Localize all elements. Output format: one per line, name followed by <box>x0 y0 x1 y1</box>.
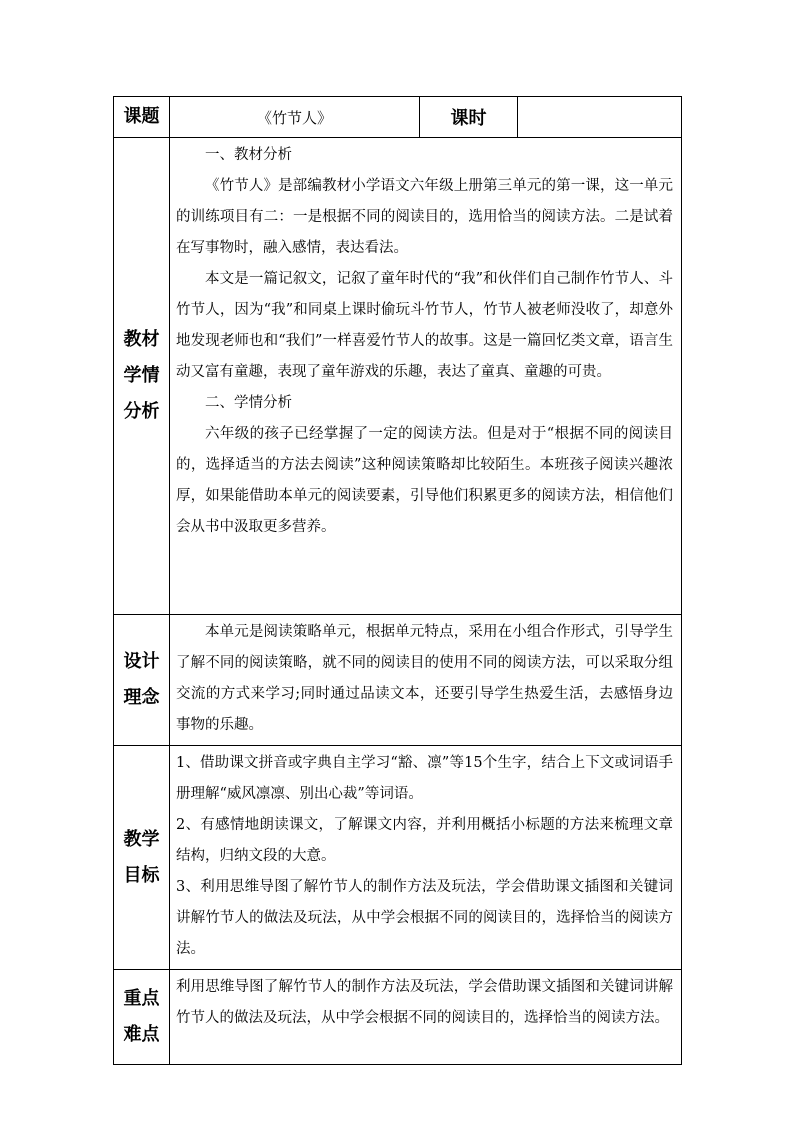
paragraph: 本文是一篇记叙文，记叙了童年时代的“我”和伙伴们自己制作竹节人、斗竹节人，因为“我”和同桌上课时偷玩斗竹节人，竹节人被老师没收了，却意外地发现老师也和“我们”一样喜爱竹节人的故事。这是一篇回忆类文章，语言生动又富有童趣，表现了童年游戏的乐趣，表达了童真、童趣的可贵。 <box>176 271 673 380</box>
row-label-textbook-analysis <box>114 138 170 615</box>
row-label-line: 教学 <box>123 828 160 850</box>
content-teaching-goals <box>170 746 682 970</box>
content-design-concept <box>170 615 682 746</box>
row-label-line: 难点 <box>123 1024 160 1045</box>
row-label-line: 学情 <box>123 365 160 386</box>
section-heading: 一、教材分析 <box>205 147 292 163</box>
hours-value <box>518 97 682 138</box>
row-label-line: 理念 <box>123 687 160 708</box>
row-label-line: 设计 <box>123 651 160 672</box>
row-key-difficulties <box>114 970 682 1065</box>
hours-label: 课时 <box>420 97 518 138</box>
paragraph: 《竹节人》是部编教材小学语文六年级上册第三单元的第一课，这一单元的训练项目有二：一是根据不同的阅读目的，选用恰当的阅读方法。二是试着在写事物时，融入感情，表达看法。 <box>176 178 673 256</box>
header-row <box>114 97 682 138</box>
row-label-line: 分析 <box>123 401 160 422</box>
lesson-plan-table <box>113 96 682 1065</box>
row-label-line: 重点 <box>123 988 160 1009</box>
paragraph: 利用思维导图了解竹节人的制作方法及玩法，学会借助课文插图和关键词讲解竹节人的做法及玩法，从中学会根据不同的阅读目的，选择恰当的阅读方法。 <box>176 979 673 1026</box>
goal-item: 2、有感情地朗读课文，了解课文内容，并利用概括小标题的方法来梳理文章结构，归纳文段的大意。 <box>176 817 673 864</box>
paragraph: 本单元是阅读策略单元，根据单元特点，采用在小组合作形式，引导学生了解不同的阅读策略，就不同的阅读目的使用不同的阅读方法，可以采取分组交流的方式来学习;同时通过品读文本，还要引导学生热爱生活，去感悟身边事物的乐趣。 <box>176 624 673 733</box>
row-teaching-goals <box>114 746 682 970</box>
row-design-concept <box>114 615 682 746</box>
content-textbook-analysis <box>170 138 682 615</box>
goal-item: 1、借助课文拼音或字典自主学习“豁、凛”等15个生字，结合上下文或词语手册理解“威风凛凛、别出心裁”等词语。 <box>176 755 673 802</box>
row-label-design-concept <box>114 615 170 746</box>
content-key-difficulties <box>170 970 682 1065</box>
goal-item: 3、利用思维导图了解竹节人的制作方法及玩法，学会借助课文插图和关键词讲解竹节人的做法及玩法，从中学会根据不同的阅读目的，选择恰当的阅读方法。 <box>176 879 673 957</box>
topic-label: 课题 <box>114 97 170 138</box>
row-label-line: 目标 <box>123 864 160 886</box>
section-heading: 二、学情分析 <box>205 395 292 411</box>
row-label-key-difficulties <box>114 970 170 1065</box>
row-textbook-analysis <box>114 138 682 615</box>
paragraph: 六年级的孩子已经掌握了一定的阅读方法。但是对于“根据不同的阅读目的，选择适当的方法去阅读”这种阅读策略却比较陌生。本班孩子阅读兴趣浓厚，如果能借助本单元的阅读要素，引导他们积累更多的阅读方法，相信他们会从书中汲取更多营养。 <box>176 426 673 535</box>
row-label-line: 教材 <box>123 329 160 350</box>
row-label-teaching-goals <box>114 746 170 970</box>
topic-value: 《竹节人》 <box>170 97 420 138</box>
